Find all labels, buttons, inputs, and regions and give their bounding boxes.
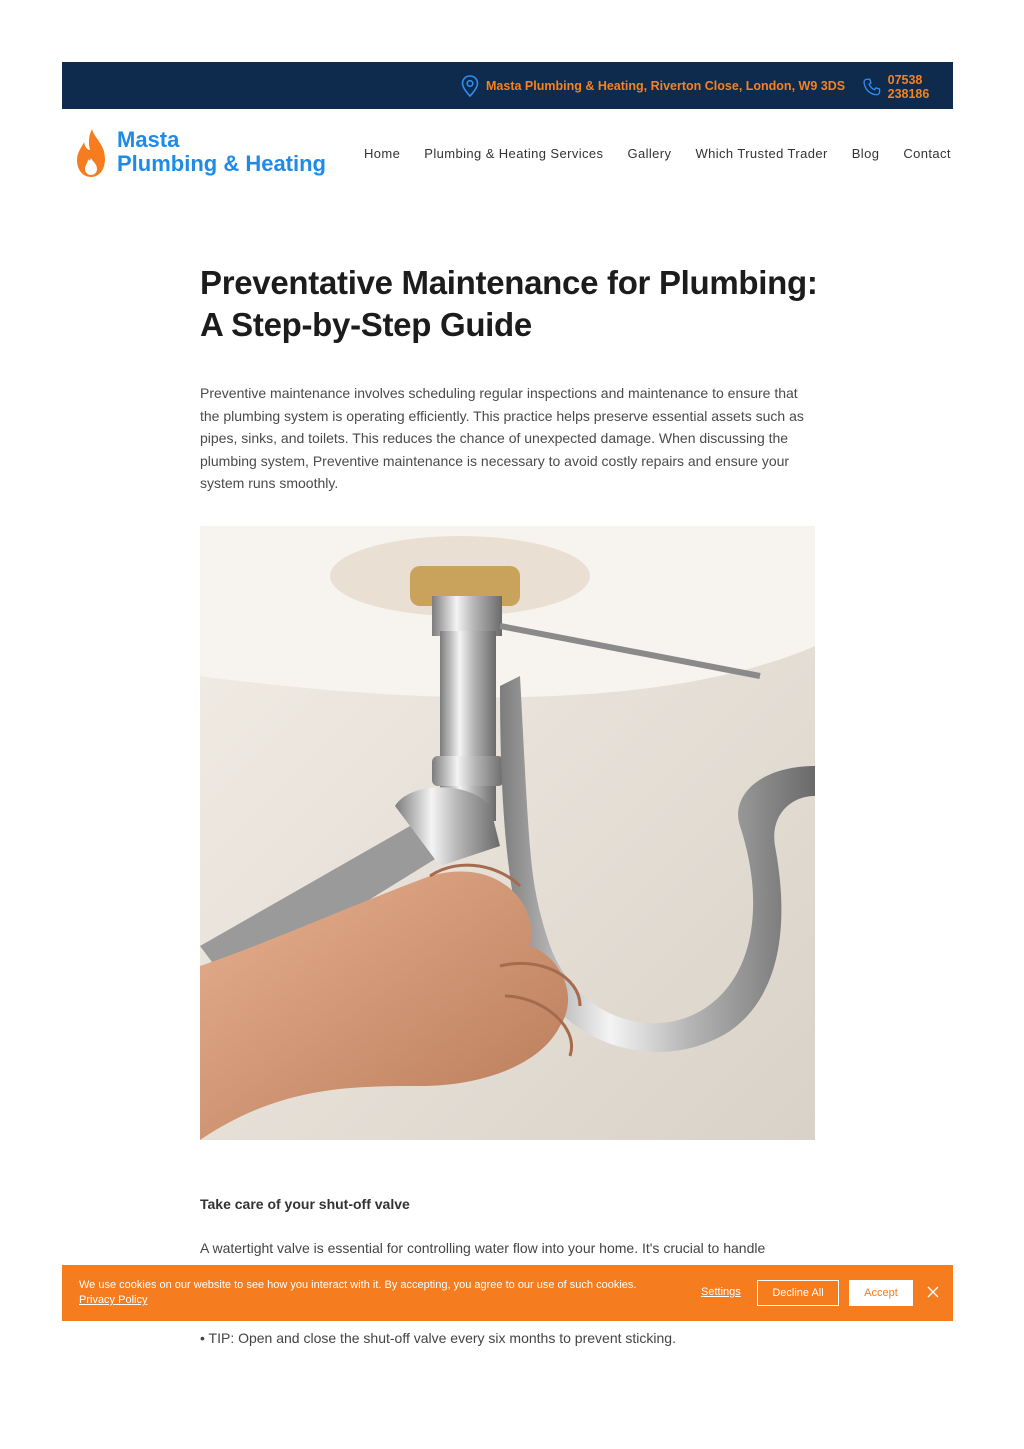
logo-line-2: Plumbing & Heating bbox=[117, 151, 326, 176]
article-photo bbox=[200, 526, 815, 1140]
top-contact-bar bbox=[62, 62, 953, 109]
main-nav bbox=[364, 146, 951, 161]
accept-button[interactable]: Accept bbox=[849, 1280, 913, 1306]
flame-icon bbox=[76, 128, 106, 178]
plumber-wrench-illustration bbox=[200, 526, 815, 1140]
location-pin-icon bbox=[460, 75, 480, 97]
nav-item-gallery[interactable]: Gallery bbox=[627, 146, 672, 161]
tip-text: • TIP: Open and close the shut-off valve every six months to prevent sticking. bbox=[200, 1330, 676, 1346]
phone-block[interactable] bbox=[862, 73, 953, 101]
address-text: Masta Plumbing & Heating, Riverton Close, London, W9 3DS bbox=[486, 79, 846, 93]
intro-paragraph: Preventive maintenance involves scheduling regular inspections and maintenance to ensure that the plumbing system is operating efficiently. This practice helps preserve essential assets such as pipes, sinks, and toilets. This reduces the chance of unexpected damage. When discussing the plumbing system, Preventive maintenance is necessary to avoid costly repairs and ensure your system runs smoothly. bbox=[200, 385, 804, 491]
nav-item-contact[interactable]: Contact bbox=[903, 146, 951, 161]
close-icon[interactable] bbox=[926, 1285, 940, 1299]
cookie-banner bbox=[62, 1265, 953, 1321]
nav-item-home[interactable]: Home bbox=[364, 146, 401, 161]
address-block bbox=[460, 75, 845, 97]
cookie-message bbox=[79, 1278, 639, 1308]
cookie-message-text: We use cookies on our website to see how you interact with it. By accepting, you agree to our use of such cookies. bbox=[79, 1279, 637, 1291]
decline-all-button[interactable]: Decline All bbox=[757, 1280, 839, 1306]
nav-item-blog[interactable]: Blog bbox=[851, 146, 880, 161]
nav-item-trusted-trader[interactable]: Which Trusted Trader bbox=[695, 146, 828, 161]
cookie-settings-link[interactable]: Settings bbox=[701, 1286, 741, 1298]
nav-item-services[interactable]: Plumbing & Heating Services bbox=[424, 146, 604, 161]
phone-icon bbox=[862, 75, 882, 99]
phone-text[interactable]: 07538 238186 bbox=[887, 73, 930, 101]
section-heading: Take care of your shut-off valve bbox=[200, 1196, 410, 1212]
logo-line-1: Masta bbox=[117, 127, 180, 152]
privacy-policy-link[interactable]: Privacy Policy bbox=[79, 1294, 148, 1306]
page-title: Preventative Maintenance for Plumbing: A Step-by-Step Guide bbox=[200, 264, 818, 343]
logo-text bbox=[117, 128, 326, 176]
site-logo[interactable] bbox=[76, 128, 326, 178]
section-paragraph: A watertight valve is essential for controlling water flow into your home. It's crucial to handle bbox=[200, 1240, 766, 1256]
